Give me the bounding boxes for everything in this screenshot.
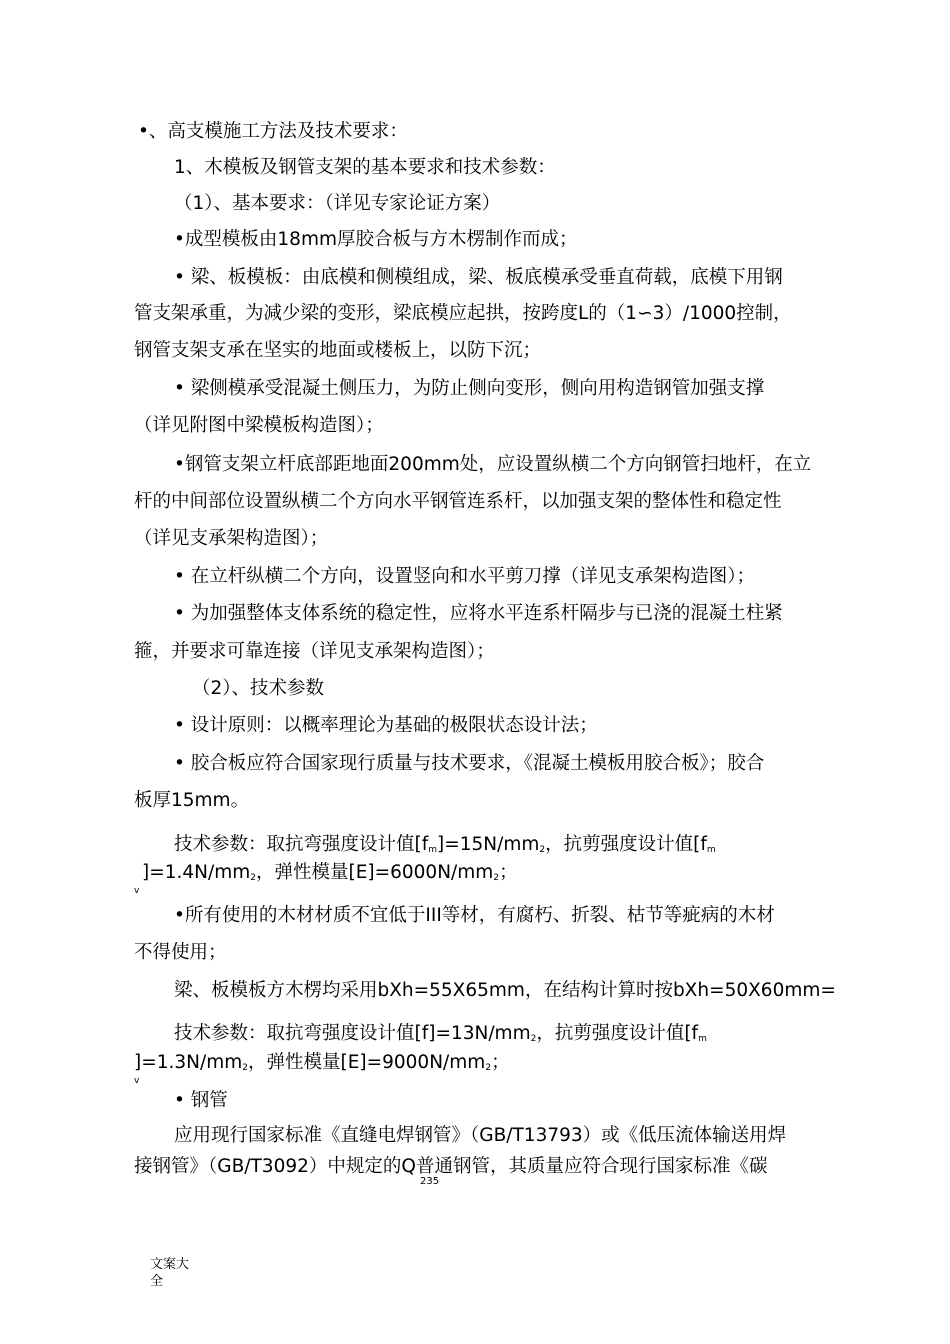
subscript: m: [706, 845, 716, 855]
subsection2-title: （2）、技术参数: [192, 678, 325, 699]
subscript: 2: [250, 873, 256, 883]
page-number: 235: [420, 1176, 440, 1187]
stray-mark: v: [134, 886, 140, 896]
paragraph-bracing: • 在立杆纵横二个方向，设置竖向和水平剪刀撑（详见支承架构造图）；: [174, 566, 756, 587]
text-run: ]=15N/mm: [437, 834, 540, 855]
paragraph-side-form-line2: （详见附图中梁模板构造图）；: [134, 415, 384, 436]
subscript: m: [428, 845, 438, 855]
text-run: ，弹性模量[E]=9000N/mm: [248, 1052, 486, 1073]
text-run: ]=1.3N/mm: [134, 1052, 243, 1073]
paragraph-beam-slab-line3: 钢管支架支承在坚实的地面或楼板上，以防下沉；: [134, 340, 542, 361]
footer-text: 文案大全: [150, 1257, 190, 1289]
paragraph-beam-slab-line1: • 梁、板模板：由底模和侧模组成，梁、板底模承受垂直荷载，底模下用钢: [174, 267, 783, 288]
paragraph-stability-line1: • 为加强整体支体系统的稳定性，应将水平连系杆隔步与已浇的混凝土柱紧: [174, 603, 783, 624]
subscript: m: [698, 1034, 707, 1044]
paragraph-timber-params-line2: [134, 1051, 510, 1080]
paragraph-timber-grade-line2: 不得使用；: [134, 942, 227, 963]
section-heading: •、高支模施工方法及技术要求：: [138, 121, 408, 142]
paragraph-sweep-rod-line1: •钢管支架立杆底部距地面200mm处，应设置纵横二个方向钢管扫地杆，在立: [174, 454, 812, 475]
subscript: 2: [493, 873, 500, 883]
text-run: ，抗剪强度设计值[f: [545, 834, 707, 855]
paragraph-sweep-rod-line3: （详见支承架构造图）；: [134, 528, 329, 549]
section1-title: 1、木模板及钢管支架的基本要求和技术参数：: [174, 157, 556, 178]
stray-mark: v: [134, 1076, 140, 1086]
text-run: 技术参数：取抗弯强度设计值[f: [174, 834, 429, 855]
subsection1-title: （1）、基本要求：（详见专家论证方案）: [174, 193, 501, 214]
paragraph-plywood-line1: • 胶合板应符合国家现行质量与技术要求，《混凝土模板用胶合板》；胶合: [174, 753, 765, 774]
paragraph-timber-size: 梁、板模板方木楞均采用bXh=55X65mm，在结构计算时按bXh=50X60mm=: [174, 980, 836, 1001]
paragraph-plywood-params-line2: [142, 861, 518, 890]
paragraph-plywood-line2: 板厚15mm。: [134, 790, 250, 811]
text-run: ]=1.4N/mm: [142, 862, 251, 883]
paragraph-stability-line2: 箍，并要求可靠连接（详见支承架构造图）；: [134, 641, 495, 662]
text-run: ，抗剪强度设计值[f: [536, 1023, 699, 1044]
paragraph-timber-grade-line1: •所有使用的木材材质不宜低于III等材，有腐朽、折裂、枯节等疵病的木材: [174, 905, 775, 926]
paragraph-plywood-params-line1: [174, 833, 716, 862]
paragraph-steel-pipe-title: • 钢管: [174, 1090, 228, 1111]
subscript: 2: [539, 845, 546, 855]
paragraph-formwork: •成型模板由18mm厚胶合板与方木楞制作而成；: [174, 229, 578, 250]
subscript: 2: [530, 1034, 537, 1044]
text-run: 技术参数：取抗弯强度设计值[f]=13N/mm: [174, 1023, 531, 1044]
paragraph-steel-pipe-line2: 接钢管》（GB/T3092）中规定的Q普通钢管，其质量应符合现行国家标准《碳: [134, 1156, 768, 1177]
paragraph-sweep-rod-line2: 杆的中间部位设置纵横二个方向水平钢管连系杆，以加强支架的整体性和稳定性: [134, 491, 782, 512]
paragraph-design-principle: • 设计原则：以概率理论为基础的极限状态设计法；: [174, 715, 598, 736]
text-run: ，弹性模量[E]=6000N/mm: [256, 862, 494, 883]
text-run: ；: [491, 1052, 510, 1073]
text-run: ；: [499, 862, 518, 883]
paragraph-steel-pipe-line1: 应用现行国家标准《直缝电焊钢管》（GB/T13793）或《低压流体输送用焊: [174, 1125, 787, 1146]
paragraph-timber-params-line1: [174, 1022, 707, 1051]
subscript: 2: [242, 1063, 248, 1073]
subscript: 2: [485, 1063, 492, 1073]
paragraph-side-form-line1: • 梁侧模承受混凝土侧压力，为防止侧向变形，侧向用构造钢管加强支撑: [174, 378, 765, 399]
paragraph-beam-slab-line2: 管支架承重，为减少梁的变形，梁底模应起拱，按跨度L的（1∽3）/1000控制，: [134, 303, 792, 324]
